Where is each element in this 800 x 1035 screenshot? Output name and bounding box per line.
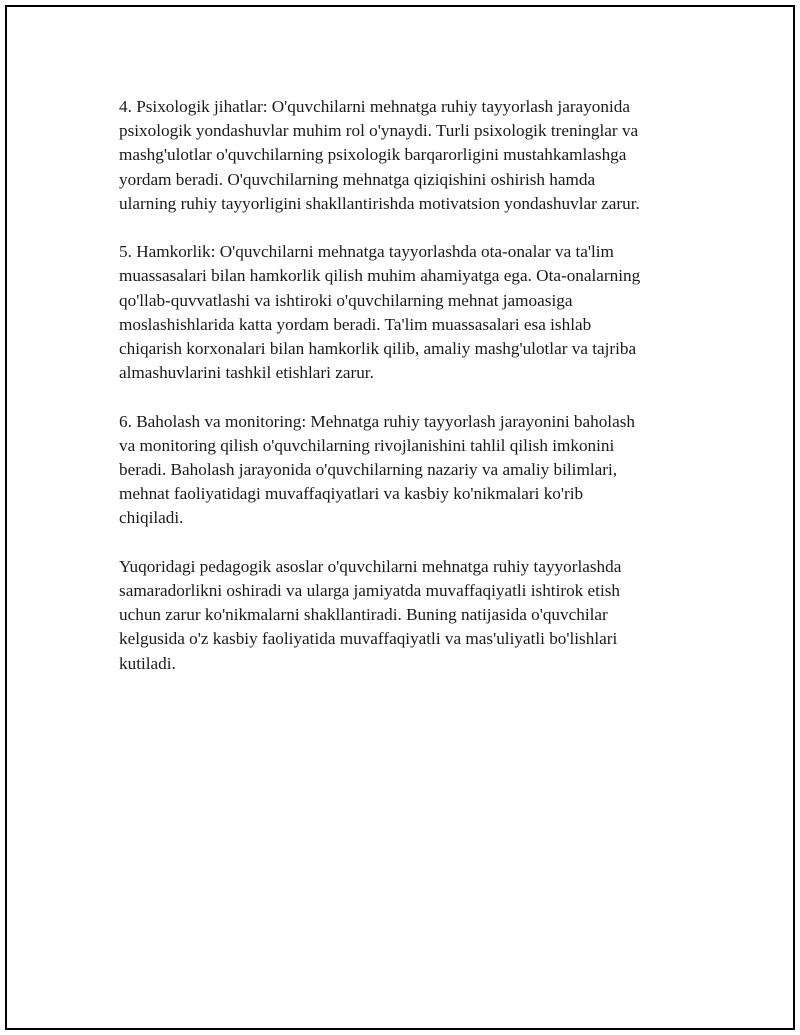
text-line: chiqarish korxonalari bilan hamkorlik qilib, amaliy mashg'ulotlar va tajriba — [119, 339, 637, 359]
text-line: 4. Psixologik jihatlar: O'quvchilarni mehnatga ruhiy tayyorlash jarayonida — [119, 97, 630, 116]
text-line: moslashishlarida katta yordam beradi. Ta'lim muassasalari esa ishlab — [119, 314, 592, 334]
document-body — [119, 95, 699, 700]
text-line: va monitoring qilish o'quvchilarning rivojlanishini tahlil qilish imkonini — [119, 435, 615, 455]
text-line: chiqiladi. — [119, 508, 184, 528]
document-page — [5, 5, 795, 1030]
text-line: 6. Baholash va monitoring: Mehnatga ruhiy tayyorlash jarayonini baholash — [119, 411, 635, 431]
text-line: uchun zarur ko'nikmalarni shakllantiradi. Buning natijasida o'quvchilar — [119, 605, 608, 625]
text-line: beradi. Baholash jarayonida o'quvchilarning nazariy va amaliy bilimlari, — [119, 460, 618, 480]
text-line: Yuqoridagi pedagogik asoslar o'quvchilarni mehnatga ruhiy tayyorlashda — [119, 556, 622, 576]
text-line: muassasalari bilan hamkorlik qilish muhim ahamiyatga ega. Ota-onalarning — [119, 266, 641, 286]
text-line: kelgusida o'z kasbiy faoliyatida muvaffaqiyatli va mas'uliyatli bo'lishlari — [119, 629, 618, 649]
text-line: almashuvlarini tashkil etishlari zarur. — [119, 363, 374, 383]
paragraph-cooperation — [119, 240, 699, 385]
text-line: mehnat faoliyatidagi muvaffaqiyatlari va kasbiy ko'nikmalari ko'rib — [119, 484, 584, 504]
paragraph-conclusion — [119, 555, 699, 676]
text-line: samaradorlikni oshiradi va ularga jamiyatda muvaffaqiyatli ishtirok etish — [119, 581, 621, 601]
text-line: yordam beradi. O'quvchilarning mehnatga qiziqishini oshirish hamda — [119, 169, 596, 189]
text-line: mashg'ulotlar o'quvchilarning psixologik barqarorligini mustahkamlashga — [119, 145, 627, 165]
text-line: psixologik yondashuvlar muhim rol o'ynaydi. Turli psixologik treninglar va — [119, 121, 639, 141]
text-line: qo'llab-quvvatlashi va ishtiroki o'quvchilarning mehnat jamoasiga — [119, 290, 573, 310]
text-line: 5. Hamkorlik: O'quvchilarni mehnatga tayyorlashda ota-onalar va ta'lim — [119, 242, 614, 262]
text-line: kutiladi. — [119, 653, 176, 673]
text-line: ularning ruhiy tayyorligini shakllantirishda motivatsion yondashuvlar zarur. — [119, 193, 640, 213]
paragraph-psychological-aspects — [119, 95, 699, 216]
paragraph-assessment-monitoring — [119, 410, 699, 531]
